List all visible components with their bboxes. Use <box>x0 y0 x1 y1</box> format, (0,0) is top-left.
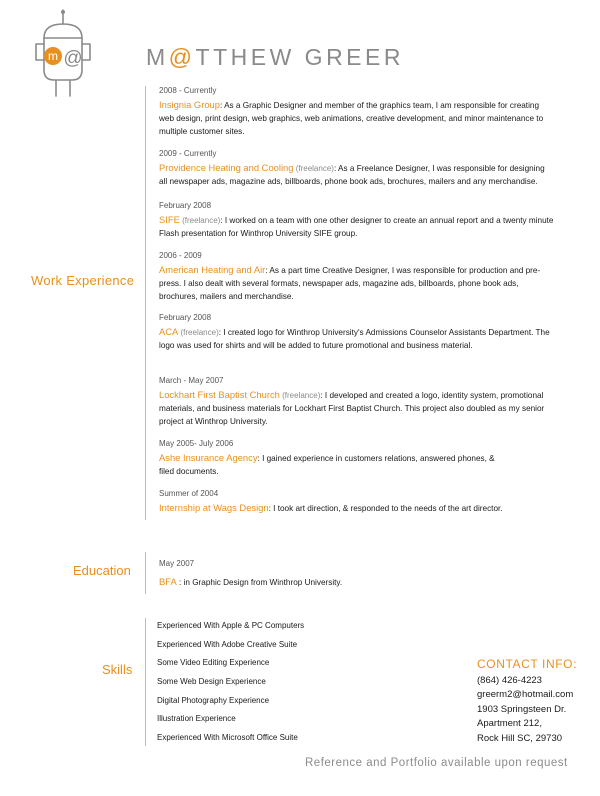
work-date: May 2005- July 2006 <box>159 439 234 448</box>
work-date: February 2008 <box>159 313 212 322</box>
work-date: February 2008 <box>159 201 212 210</box>
work-entry <box>159 86 554 138</box>
skill-item: Illustration Experience <box>157 714 236 723</box>
contact-email[interactable]: greerm2@hotmail.com <box>477 689 574 700</box>
work-desc: : As a Graphic Designer and member of the graphics team, I am responsible for creating web design, print design, web graphics, web animations, creative development, and minor maintenance to multiple customer sites. <box>159 101 544 136</box>
work-date: Summer of 2004 <box>159 489 219 498</box>
work-org: SIFE <box>159 214 180 225</box>
skill-item: Experienced With Adobe Creative Suite <box>157 640 298 649</box>
skill-item: Experienced With Apple & PC Computers <box>157 621 305 630</box>
work-freelance: (freelance) <box>293 164 334 173</box>
work-date: March - May 2007 <box>159 376 224 385</box>
education-date: May 2007 <box>159 559 195 568</box>
education-entry <box>159 559 554 589</box>
work-org: American Heating and Air <box>159 264 266 275</box>
robot-logo-icon <box>28 8 98 104</box>
divider <box>145 618 146 746</box>
work-desc: : I gained experience in customers relations, answered phones, & filed documents. <box>159 454 495 476</box>
education-degree: BFA <box>159 576 177 587</box>
work-entry <box>159 201 554 240</box>
section-label-skills: Skills <box>102 662 133 677</box>
divider <box>145 86 146 520</box>
work-date: 2009 - Currently <box>159 149 217 158</box>
name-prefix: M <box>146 44 169 70</box>
divider <box>145 552 146 594</box>
contact-city: Rock Hill SC, 29730 <box>477 733 563 744</box>
work-desc: : I developed and created a logo, identity system, promotional materials, and business materials for Lockhart First Baptist Church. This project also doubled as my senior project at Winthrop University. <box>159 391 545 426</box>
work-desc: : I worked on a team with one other designer to create an annual report and a twenty minute Flash presentation for Winthrop University SIFE group. <box>159 216 554 238</box>
work-entry <box>159 376 554 428</box>
work-org: Insignia Group <box>159 99 220 110</box>
skill-item: Digital Photography Experience <box>157 696 270 705</box>
logo-at: @ <box>63 48 83 69</box>
name-suffix: TTHEW GREER <box>195 44 404 70</box>
education-desc: : in Graphic Design from Winthrop University. <box>176 578 343 587</box>
section-label-education: Education <box>73 563 131 578</box>
work-org: Internship at Wags Design <box>159 502 269 513</box>
work-freelance: (freelance) <box>178 328 219 337</box>
name-at: @ <box>168 44 196 70</box>
work-desc: : As a Freelance Designer, I was responsible for designing all newspaper ads, magazine ads, billboards, phone book ads, brochures, mailers and any merchandise. <box>159 164 545 186</box>
work-org: Lockhart First Baptist Church <box>159 389 280 400</box>
work-org: ACA <box>159 326 179 337</box>
contact-heading: CONTACT INFO: <box>477 657 578 671</box>
work-org: Ashe Insurance Agency <box>159 452 258 463</box>
work-desc: : I created logo for Winthrop University's Admissions Counselor Assistants Department. The logo was used for shirts and will be added to future promotional and business material. <box>159 328 550 350</box>
work-entry <box>159 149 554 188</box>
work-desc: : I took art direction, & responded to the needs of the art director. <box>268 504 503 513</box>
work-entry <box>159 439 554 478</box>
work-date: 2008 - Currently <box>159 86 217 95</box>
work-freelance: (freelance) <box>279 391 321 400</box>
work-entry <box>159 251 554 303</box>
work-date: 2006 - 2009 <box>159 251 202 260</box>
contact-address-line2: Apartment 212, <box>477 718 542 729</box>
footer-note: Reference and Portfolio available upon request <box>305 757 568 769</box>
skill-item: Experienced With Microsoft Office Suite <box>157 733 298 742</box>
work-org: Providence Heating and Cooling <box>159 162 294 173</box>
logo-letter: m <box>48 49 58 63</box>
contact-address-line1: 1903 Springsteen Dr. <box>477 704 567 715</box>
section-label-work: Work Experience <box>31 273 135 288</box>
skill-item: Some Video Editing Experience <box>157 658 270 667</box>
work-desc: : As a part time Creative Designer, I was responsible for production and pre-press. I also dealt with several formats, newspaper ads, magazine ads, billboards, phone book ads, brochures, mailers and merchandise. <box>159 266 541 301</box>
work-entry <box>159 489 554 515</box>
page-title <box>146 44 404 71</box>
contact-phone: (864) 426-4223 <box>477 675 542 686</box>
work-freelance: (freelance) <box>179 216 221 225</box>
skill-item: Some Web Design Experience <box>157 677 266 686</box>
work-entry <box>159 313 554 352</box>
